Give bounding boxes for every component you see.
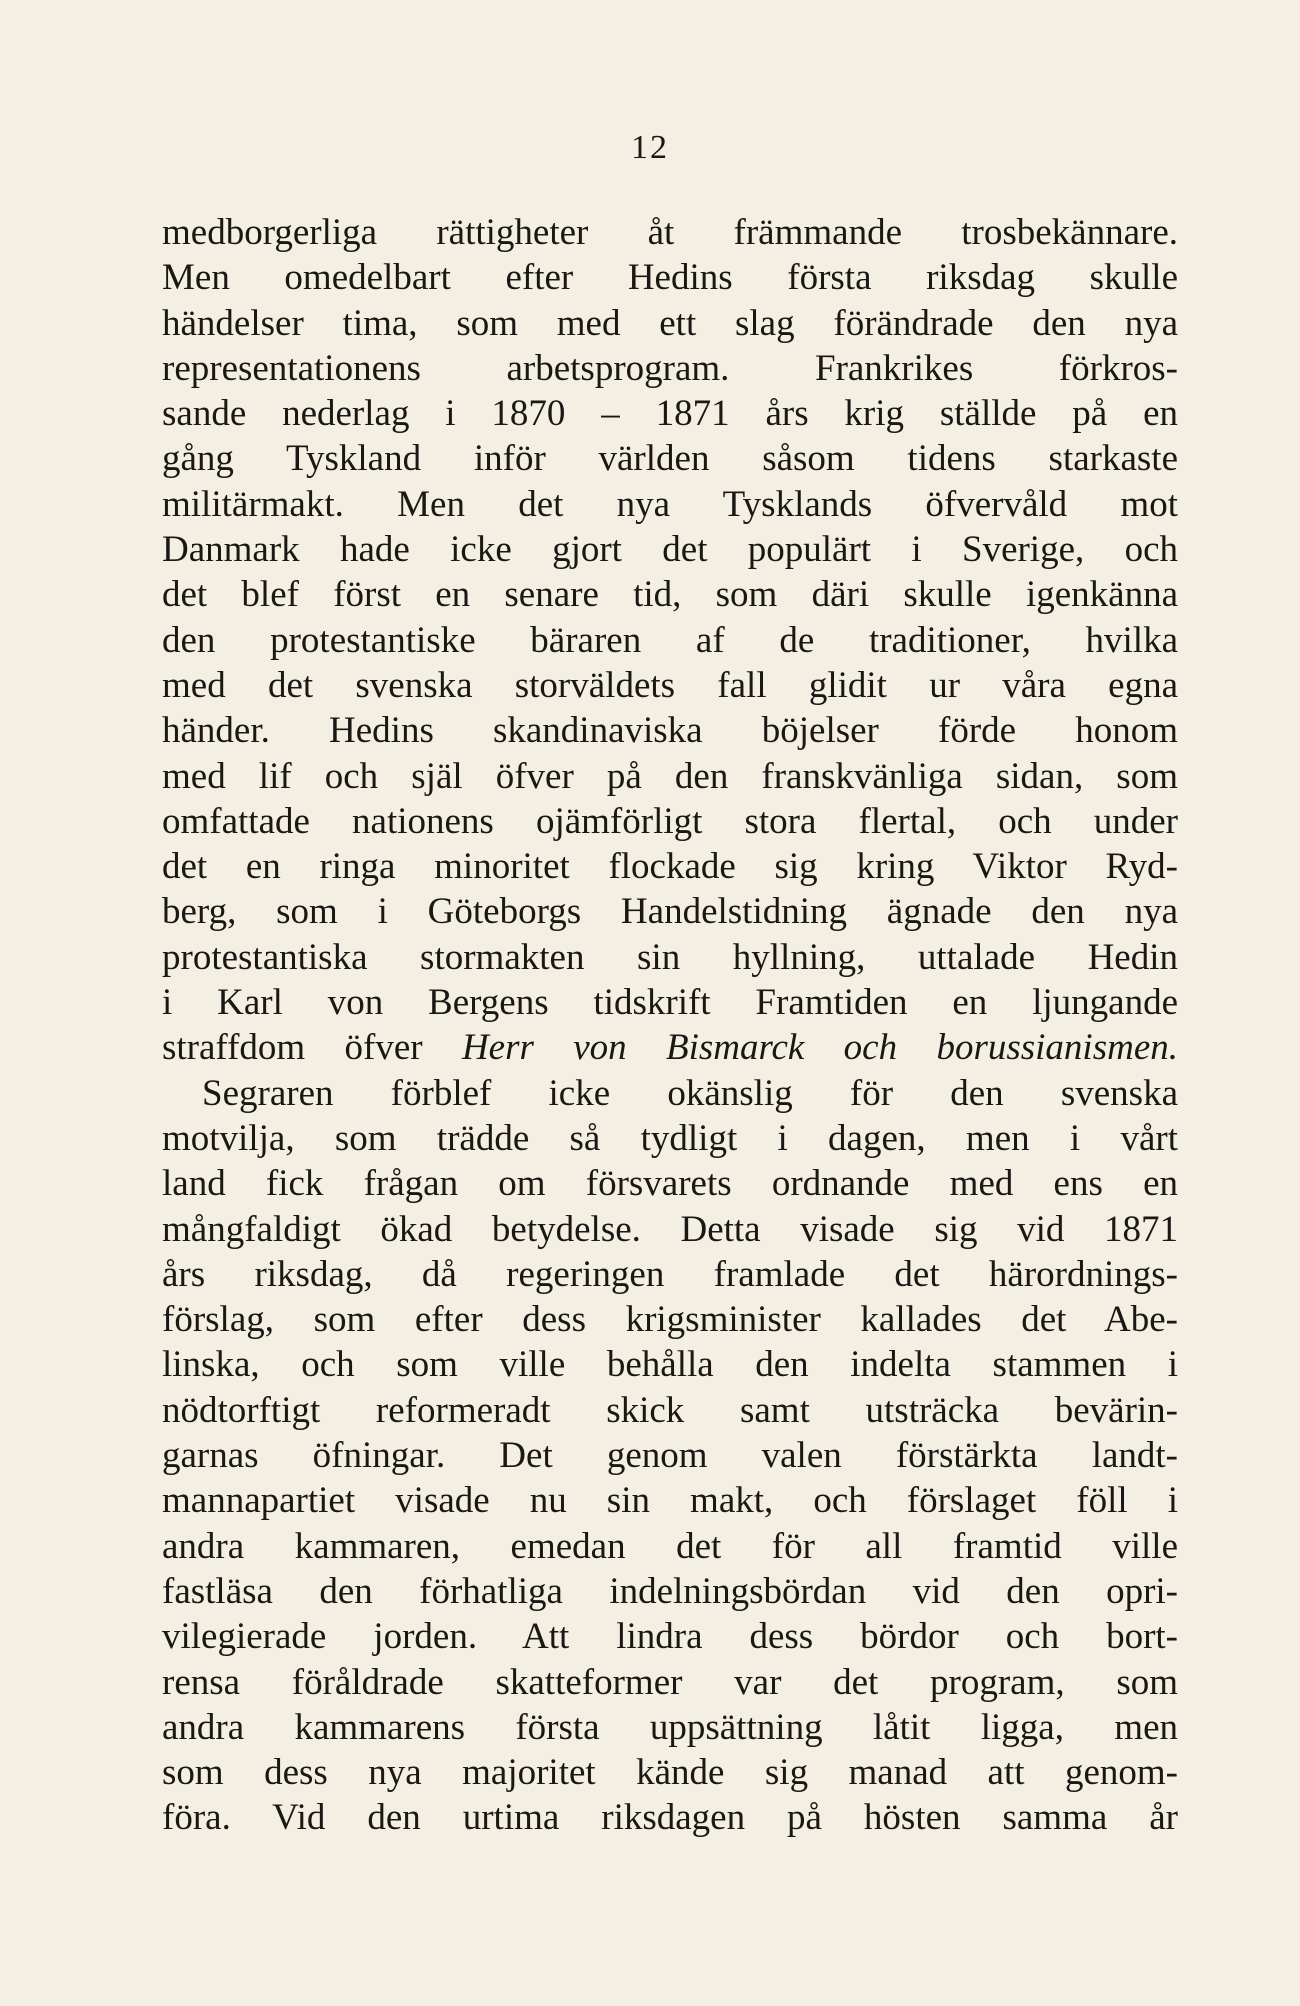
text-line: omfattade nationens ojämförligt stora flertal, och under (162, 800, 1178, 842)
text-line: Danmark hade icke gjort det populärt i Sverige, och (162, 529, 1178, 571)
italic-line-prefix: straffdom öfver (162, 1027, 423, 1069)
text-line: andra kammarens första uppsättning låtit ligga, men (162, 1706, 1178, 1748)
text-line: händelser tima, som med ett slag förändrade den nya (162, 302, 1178, 344)
text-line: det en ringa minoritet flockade sig kring Viktor Ryd- (162, 846, 1178, 888)
text-line: vilegierade jorden. Att lindra dess bördor och bort- (162, 1616, 1178, 1658)
text-line: representationens arbetsprogram. Frankrikes förkros- (162, 347, 1178, 389)
text-line: i Karl von Bergens tidskrift Framtiden en ljungande (162, 982, 1178, 1024)
body-text (162, 210, 1178, 1841)
italic-title: Herr von Bismarck och borussianismen. (461, 1027, 1178, 1069)
text-line: med det svenska storväldets fall glidit ur våra egna (162, 664, 1178, 706)
text-line-italic-title (162, 1025, 1178, 1070)
text-line: motvilja, som trädde så tydligt i dagen, men i vårt (162, 1117, 1178, 1159)
text-line: militärmakt. Men det nya Tysklands öfvervåld mot (162, 483, 1178, 525)
paragraph-start-line: Segraren förblef icke okänslig för den svenska (202, 1072, 1178, 1114)
text-line: förslag, som efter dess krigsminister kallades det Abe- (162, 1299, 1178, 1341)
text-line: berg, som i Göteborgs Handelstidning ägnade den nya (162, 891, 1178, 933)
text-line: som dess nya majoritet kände sig manad att genom- (162, 1752, 1178, 1794)
text-line: års riksdag, då regeringen framlade det härordnings- (162, 1253, 1178, 1295)
text-line: Men omedelbart efter Hedins första riksdag skulle (162, 257, 1178, 299)
text-line: rensa föråldrade skatteformer var det program, som (162, 1661, 1178, 1703)
text-line: sande nederlag i 1870 – 1871 års krig ställde på en (162, 393, 1178, 435)
text-line: garnas öfningar. Det genom valen förstärkta landt- (162, 1435, 1178, 1477)
text-line: med lif och själ öfver på den franskvänliga sidan, som (162, 755, 1178, 797)
text-line: gång Tyskland inför världen såsom tidens starkaste (162, 438, 1178, 480)
text-line: nödtorftigt reformeradt skick samt utsträcka bevärin- (162, 1389, 1178, 1431)
text-line: andra kammaren, emedan det för all framtid ville (162, 1525, 1178, 1567)
text-line: medborgerliga rättigheter åt främmande trosbekännare. (162, 212, 1178, 253)
text-line: föra. Vid den urtima riksdagen på hösten samma år (162, 1797, 1178, 1839)
text-line: mannapartiet visade nu sin makt, och förslaget föll i (162, 1480, 1178, 1522)
text-line: det blef först en senare tid, som däri skulle igenkänna (162, 574, 1178, 616)
text-line: land fick frågan om försvarets ordnande med ens en (162, 1163, 1178, 1205)
text-line: händer. Hedins skandinaviska böjelser förde honom (162, 710, 1178, 752)
text-line: linska, och som ville behålla den indelta stammen i (162, 1344, 1178, 1386)
text-line: fastläsa den förhatliga indelningsbördan vid den opri- (162, 1570, 1178, 1612)
text-line: den protestantiske bäraren af de traditioner, hvilka (162, 619, 1178, 661)
text-line: mångfaldigt ökad betydelse. Detta visade sig vid 1871 (162, 1208, 1178, 1250)
page-number: 12 (631, 129, 669, 166)
text-line: protestantiska stormakten sin hyllning, uttalade Hedin (162, 936, 1178, 978)
